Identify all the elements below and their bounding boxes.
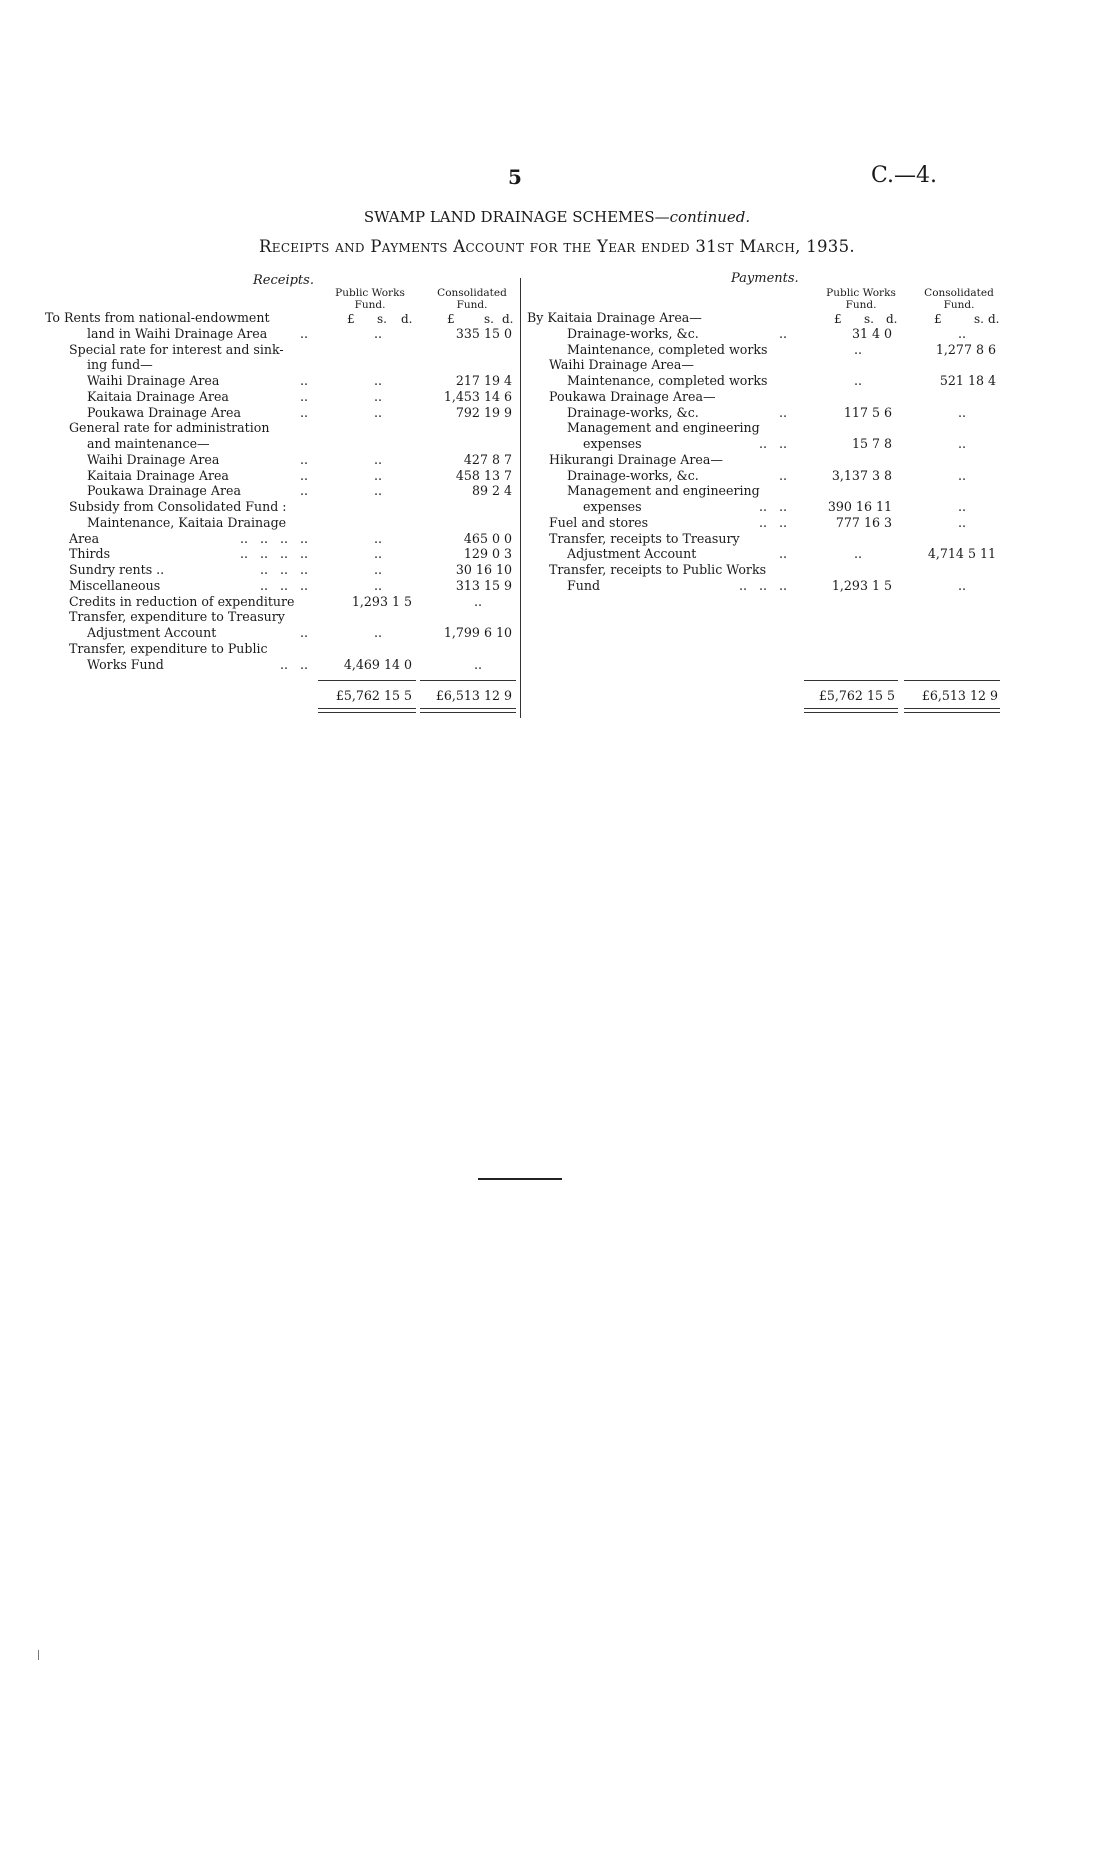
payments-row-leader-dots: .. .. — [758, 436, 787, 451]
payments-row-consolidated-amount: .. — [957, 436, 966, 451]
receipts-row-leader-dots: .. .. — [279, 656, 308, 672]
receipts-row — [0, 625, 1114, 641]
receipts-row-label: Kaitaia Drainage Area — [87, 388, 229, 404]
payments-row-public-works-amount: .. — [853, 341, 862, 357]
payments-row-label: Management and engineering — [567, 483, 760, 499]
receipts-row-label: Transfer, expenditure to Treasury — [69, 609, 285, 625]
receipts-row-label: Special rate for interest and sink- — [69, 341, 284, 357]
receipts-row-consolidated-amount: 30 16 10 — [455, 562, 512, 577]
receipts-row-consolidated-amount: 129 0 3 — [463, 546, 512, 562]
receipts-row-public-works-amount: .. — [373, 404, 382, 420]
receipts-row-label: Credits in reduction of expenditure — [69, 593, 295, 609]
payments-row-public-works-amount: .. — [853, 373, 862, 388]
payments-row-label: Hikurangi Drainage Area— — [549, 451, 723, 467]
payments-row — [0, 342, 1114, 358]
receipts-row-public-works-amount: 4,469 14 0 — [343, 656, 412, 672]
payments-row-public-works-amount: 390 16 11 — [827, 499, 892, 514]
receipts-row-label: Waihi Drainage Area — [87, 451, 220, 467]
payments-row-label: By Kaitaia Drainage Area— — [527, 310, 702, 325]
receipts-row-consolidated-amount: 427 8 7 — [463, 451, 512, 467]
payments-row-consolidated-amount: 4,714 5 11 — [927, 546, 996, 562]
payments-row-label: Drainage-works, &c. — [567, 404, 699, 420]
title-main: SWAMP LAND DRAINAGE SCHEMES— — [363, 208, 670, 226]
receipts-row-consolidated-amount: 335 15 0 — [455, 325, 512, 341]
receipts-row-public-works-amount: .. — [373, 467, 382, 483]
payments-row-label: expenses — [583, 499, 642, 514]
receipts-row — [0, 657, 1114, 673]
payments-heading: Payments. — [731, 271, 799, 286]
receipts-row-consolidated-amount: .. — [473, 593, 482, 609]
page-title — [0, 208, 1114, 226]
receipts-row-public-works-amount: .. — [373, 546, 382, 562]
section-end-dash — [478, 1178, 562, 1180]
payments-row-consolidated-amount: .. — [957, 514, 966, 530]
payments-row-public-works-amount: 1,293 1 5 — [831, 577, 892, 593]
payments-row-public-works-amount: 117 5 6 — [843, 404, 892, 420]
receipts-row-label: Transfer, expenditure to Public — [69, 640, 268, 656]
payments-row — [0, 310, 1114, 326]
receipts-row-leader-dots: .. — [299, 404, 308, 420]
receipts-row-label: Sundry rents .. — [69, 562, 165, 577]
receipts-row-consolidated-amount: 465 0 0 — [463, 530, 512, 546]
payments-row-leader-dots: .. — [778, 325, 787, 341]
payments-total-public-works: £5,762 15 5 — [818, 688, 895, 703]
receipts-row — [0, 594, 1114, 610]
receipts-row-label: Waihi Drainage Area — [87, 373, 220, 388]
receipts-row-public-works-amount: .. — [373, 530, 382, 546]
receipts-public-works-header: Public Works Fund. — [335, 287, 405, 311]
receipts-row — [0, 641, 1114, 657]
receipts-row-leader-dots: .. — [299, 451, 308, 467]
receipts-row-leader-dots: .. — [299, 483, 308, 499]
payments-row-label: Management and engineering — [567, 420, 760, 436]
receipts-cf-double-rule — [420, 708, 516, 713]
receipts-row-label: Thirds — [69, 546, 111, 562]
receipts-row-consolidated-amount: .. — [473, 656, 482, 672]
payments-row — [0, 405, 1114, 421]
payments-row — [0, 373, 1114, 389]
payments-row — [0, 562, 1114, 578]
receipts-row-leader-dots: .. — [299, 388, 308, 404]
payments-row — [0, 420, 1114, 436]
receipts-row-label: Works Fund — [87, 656, 164, 672]
payments-row-leader-dots: .. .. — [758, 514, 787, 530]
receipts-row-public-works-amount: 1,293 1 5 — [351, 593, 412, 609]
payments-row-label: expenses — [583, 436, 642, 451]
payments-row — [0, 468, 1114, 484]
receipts-consolidated-header: Consolidated Fund. — [437, 287, 507, 311]
receipts-row-leader-dots: .. .. .. — [259, 577, 308, 593]
payments-row — [0, 483, 1114, 499]
payments-row-label: Maintenance, completed works — [567, 341, 768, 357]
receipts-heading: Receipts. — [253, 273, 314, 288]
receipts-row-label: ing fund— — [87, 357, 153, 373]
payments-row-consolidated-amount: .. — [957, 404, 966, 420]
receipts-cf-total-rule — [420, 680, 516, 681]
payments-row-label: Maintenance, completed works — [567, 373, 768, 388]
receipts-row-label: Area — [69, 530, 100, 546]
payments-row — [0, 326, 1114, 342]
payments-row — [0, 357, 1114, 373]
receipts-row-consolidated-amount: 1,453 14 6 — [443, 388, 512, 404]
receipts-row-public-works-amount: .. — [373, 388, 382, 404]
payments-row — [0, 389, 1114, 405]
document-reference: C.—4. — [871, 163, 938, 188]
payments-row-leader-dots: .. .. — [758, 499, 787, 514]
receipts-row-consolidated-amount: 792 19 9 — [455, 404, 512, 420]
receipts-row-label: land in Waihi Drainage Area — [87, 325, 268, 341]
payments-row-consolidated-amount: .. — [957, 467, 966, 483]
receipts-row-leader-dots: .. — [299, 625, 308, 640]
payments-public-works-header: Public Works Fund. — [826, 287, 896, 311]
receipts-row-leader-dots: .. — [299, 325, 308, 341]
payments-row-leader-dots: .. — [778, 404, 787, 420]
receipts-row-label: and maintenance— — [87, 436, 210, 451]
receipts-row-public-works-amount: .. — [373, 483, 382, 499]
payments-row — [0, 578, 1114, 594]
payments-row-public-works-amount: 3,137 3 8 — [831, 467, 892, 483]
payments-row-public-works-amount: 15 7 8 — [851, 436, 892, 451]
payments-row — [0, 531, 1114, 547]
payments-cf-double-rule — [904, 708, 1000, 713]
receipts-pw-total-rule — [318, 680, 416, 681]
payments-row-label: Waihi Drainage Area— — [549, 357, 694, 373]
payments-row-leader-dots: .. — [778, 467, 787, 483]
payments-pw-total-rule — [804, 680, 898, 681]
receipts-row-consolidated-amount: 89 2 4 — [471, 483, 512, 499]
receipts-row-label: Maintenance, Kaitaia Drainage — [87, 514, 287, 530]
receipts-row-public-works-amount: .. — [373, 373, 382, 388]
title-continued: continued. — [669, 208, 751, 226]
payments-row-consolidated-amount: .. — [957, 325, 966, 341]
payments-row-leader-dots: .. .. .. — [738, 577, 787, 593]
receipts-row-consolidated-amount: 217 19 4 — [455, 373, 512, 388]
payments-row — [0, 515, 1114, 531]
payments-cf-total-rule — [904, 680, 1000, 681]
payments-row-label: Fund — [567, 577, 601, 593]
payments-row-consolidated-amount: 1,277 8 6 — [935, 341, 996, 357]
receipts-row-public-works-amount: .. — [373, 451, 382, 467]
receipts-row-public-works-amount: .. — [373, 577, 382, 593]
receipts-row-leader-dots: .. .. .. .. — [239, 546, 308, 562]
receipts-pw-double-rule — [318, 708, 416, 713]
payments-row-leader-dots: .. — [778, 546, 787, 562]
payments-row-public-works-amount: 31 4 0 — [851, 325, 892, 341]
receipts-row-leader-dots: .. — [299, 467, 308, 483]
margin-tick — [38, 1650, 39, 1660]
receipts-row-public-works-amount: .. — [373, 562, 382, 577]
payments-row-label: Transfer, receipts to Treasury — [549, 530, 740, 546]
receipts-row-label: Subsidy from Consolidated Fund : — [69, 499, 287, 514]
receipts-row-label: Poukawa Drainage Area — [87, 483, 241, 499]
payments-pw-double-rule — [804, 708, 898, 713]
payments-row-label: Adjustment Account — [567, 546, 697, 562]
payments-row — [0, 452, 1114, 468]
receipts-row-leader-dots: .. .. .. — [259, 562, 308, 577]
payments-row-label: Fuel and stores — [549, 514, 649, 530]
payments-row-label: Drainage-works, &c. — [567, 325, 699, 341]
receipts-row — [0, 609, 1114, 625]
payments-row — [0, 436, 1114, 452]
receipts-row-label: Adjustment Account — [87, 625, 217, 640]
payments-total-consolidated: £6,513 12 9 — [921, 688, 998, 703]
receipts-row-label: Kaitaia Drainage Area — [87, 467, 229, 483]
payments-row-consolidated-amount: 521 18 4 — [939, 373, 996, 388]
payments-row — [0, 499, 1114, 515]
receipts-row-label: General rate for administration — [69, 420, 270, 436]
payments-consolidated-header: Consolidated Fund. — [924, 287, 994, 311]
receipts-row-consolidated-amount: 313 15 9 — [455, 577, 512, 593]
receipts-row-public-works-amount: .. — [373, 625, 382, 640]
receipts-row-public-works-amount: .. — [373, 325, 382, 341]
payments-row-consolidated-amount: .. — [957, 499, 966, 514]
receipts-row-label: Miscellaneous — [69, 577, 161, 593]
page-number: 5 — [508, 165, 522, 189]
receipts-row-leader-dots: .. — [299, 373, 308, 388]
payments-row-consolidated-amount: .. — [957, 577, 966, 593]
payments-row-label: Poukawa Drainage Area— — [549, 388, 716, 404]
payments-row — [0, 546, 1114, 562]
payments-row-label: Transfer, receipts to Public Works — [549, 562, 767, 577]
payments-row-public-works-amount: 777 16 3 — [835, 514, 892, 530]
receipts-row-label: Poukawa Drainage Area — [87, 404, 241, 420]
payments-row-public-works-amount: .. — [853, 546, 862, 562]
account-subtitle: Receipts and Payments Account for the Year ended 31st March, 1935. — [259, 237, 855, 256]
receipts-total-consolidated: £6,513 12 9 — [435, 688, 512, 703]
receipts-total-public-works: £5,762 15 5 — [335, 688, 412, 703]
receipts-row-label: To Rents from national-endowment — [45, 310, 270, 325]
receipts-row-consolidated-amount: 458 13 7 — [455, 467, 512, 483]
payments-row-label: Drainage-works, &c. — [567, 467, 699, 483]
receipts-row-leader-dots: .. .. .. .. — [239, 530, 308, 546]
receipts-row-consolidated-amount: 1,799 6 10 — [443, 625, 512, 640]
